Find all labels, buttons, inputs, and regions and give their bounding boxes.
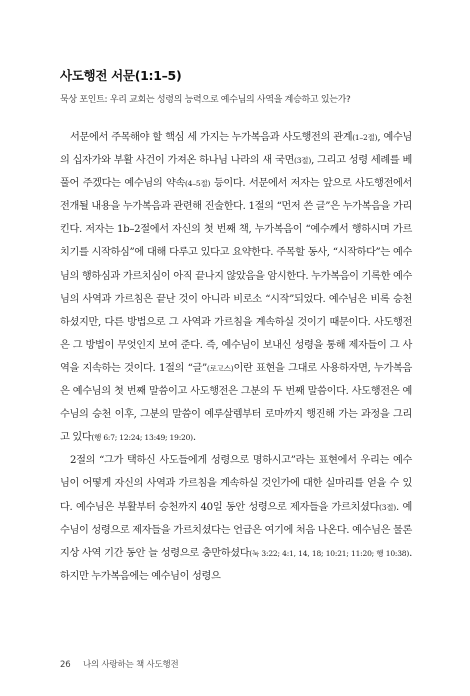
verse-ref: (4–5절)	[185, 179, 211, 189]
verse-ref: (눅 3:22; 4:1, 14, 18; 10:21; 11:20; 행 10:38)	[249, 548, 410, 558]
page-number: 26	[60, 660, 71, 670]
verse-ref: (행 6:7; 12:24; 13:49; 19:20)	[91, 433, 193, 443]
p2-text-a: 2절의 “그가 택하신 사도들에게 성령으로 명하시고”라는 표현에서 우리는 예수님이 어떻게 자신의 사역과 가르침을 계속하실 것인가에 대한 실마리를 얻을 수 있다. 예수님은 부활부터 승천까지 40일 동안 성령으로 제자들을 가르치셨다	[60, 455, 412, 513]
verse-ref: (로고스)	[206, 363, 234, 373]
paragraph-2	[60, 449, 412, 588]
p1-text-e: 이란 표현을 그대로 사용하자면, 누가복음은 예수님의 첫 번째 말씀이고 사도행전은 그분의 두 번째 말씀이다. 사도행전은 예수님의 승천 이후, 그분의 말씀이 예루살렘부터 로마까지 행진해 가는 과정을 그리고 있다	[60, 362, 413, 444]
paragraph-1	[60, 126, 412, 449]
body-text	[60, 126, 412, 588]
p2-text-c: . 하지만 누가복음에는 예수님이 성령으	[60, 547, 412, 582]
p1-text-d: 등이다. 서문에서 저자는 앞으로 사도행전에서 전개될 내용을 누가복음과 관련해 진술한다. 1절의 “먼저 쓴 글”은 누가복음을 가리킨다. 저자는 1b–2절에서 자신의 첫 번째 책, 누가복음이 “예수께서 행하시며 가르치기를 시작하심”에 대해 다루고 있다고 요약한다. 주목할 동사, “시작하다”는 예수님의 행하심과 가르치심이 아직 끝나지 않았음을 암시한다. 누가복음이 기록한 예수님의 사역과 가르침은 끝난 것이 아니라 비로소 “시작”되었다. 예수님은 비록 승천하셨지만, 다른 방법으로 그 사역과 가르침을 계속하실 것이기 때문이다. 사도행전은 그 방법이 무엇인지 보여 준다. 즉, 예수님이 보내신 성령을 통해 제자들이 그 사역을 지속하는 것이다. 1절의 “글”	[60, 178, 412, 374]
page-footer	[60, 658, 179, 670]
meditation-point: 묵상 포인트: 우리 교회는 성령의 능력으로 예수님의 사역을 계승하고 있는가?	[60, 95, 351, 105]
verse-ref: (3절)	[294, 156, 312, 166]
p1-text-f: .	[192, 432, 196, 444]
section-title: 사도행전 서문(1:1–5)	[60, 68, 182, 83]
verse-ref: (1–2절)	[352, 133, 378, 142]
p1-text-c: , 그리고 성령 세례를 베풀어 주겠다는 예수님의 약속	[60, 155, 412, 190]
p2-text-b: . 예수님이 성령으로 제자들을 가르치셨다는 언급은 여기에 처음 나온다. 예수님은 물론 지상 사역 기간 동안 늘 성령으로 충만하셨다	[60, 501, 412, 559]
p1-text-a: 서문에서 주목해야 할 핵심 세 가지는 누가복음과 사도행전의 관계	[70, 132, 353, 143]
verse-ref: (3절)	[378, 502, 397, 512]
book-title: 나의 사랑하는 책 사도행전	[82, 660, 179, 670]
p1-text-b: , 예수님의 십자가와 부활 사건이 가져온 하나님 나라의 새 국면	[60, 132, 412, 167]
